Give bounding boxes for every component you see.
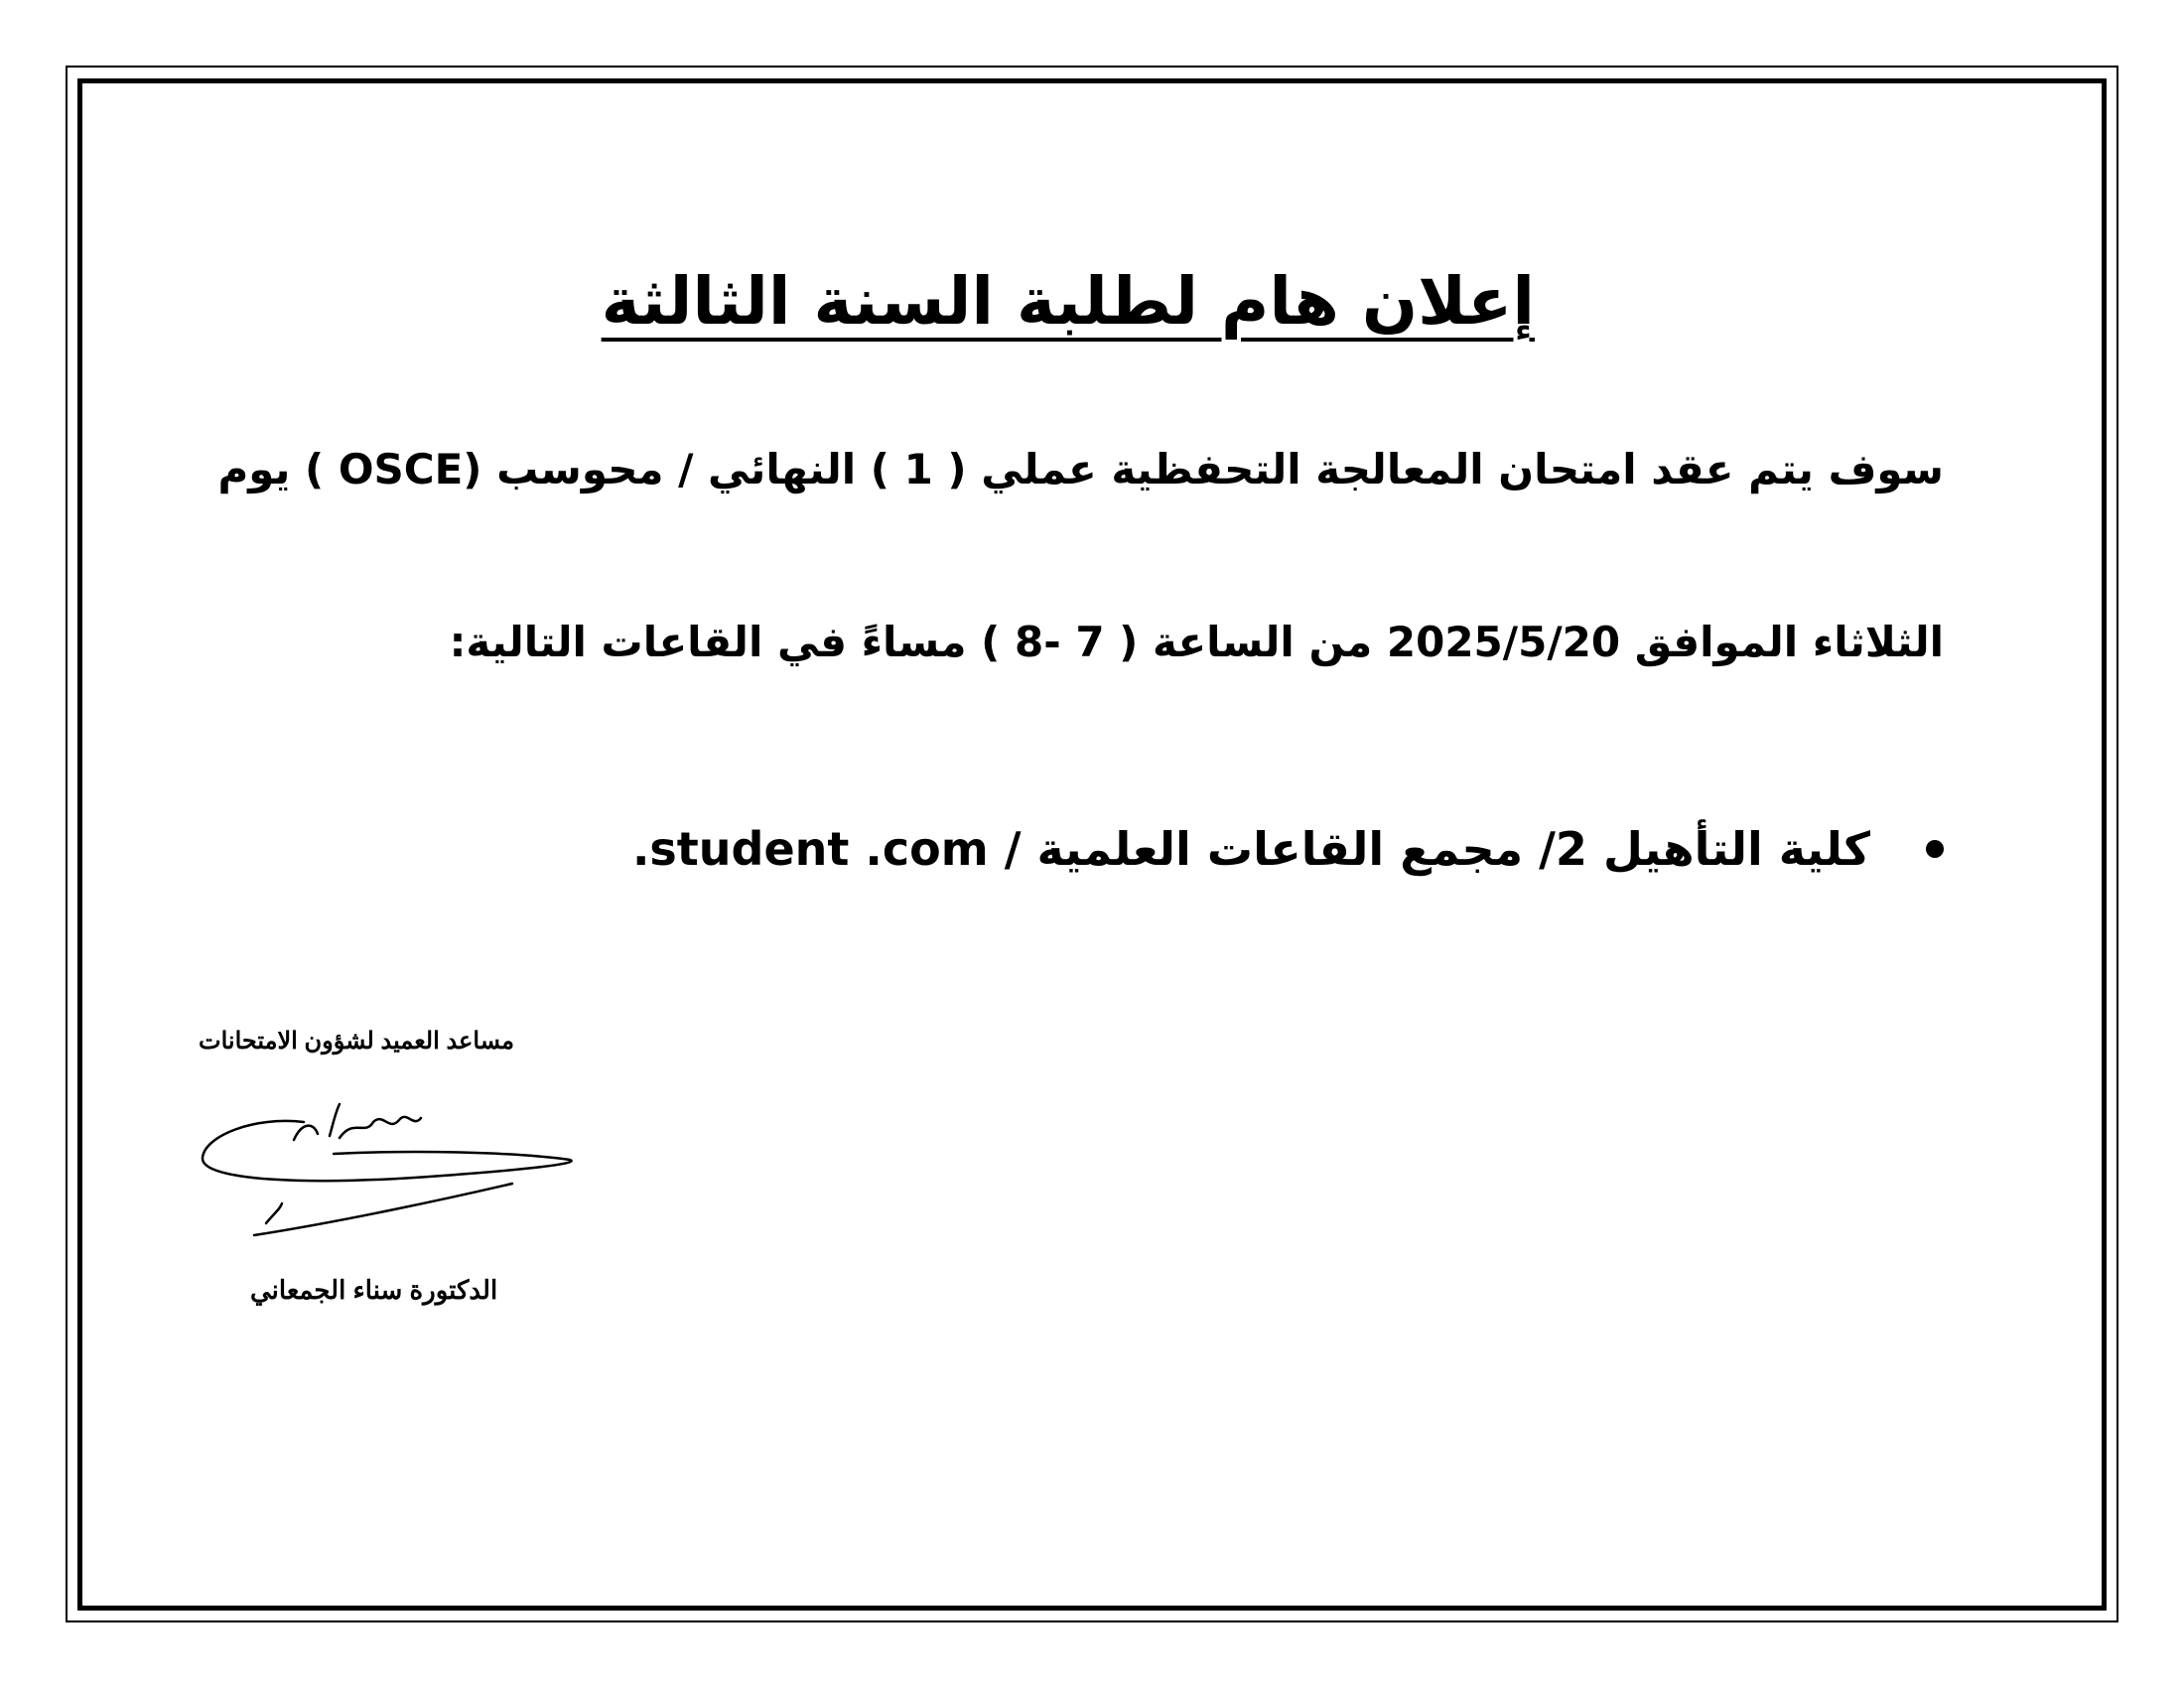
announcement-title: إعلان هام لطلبة السنة الثالثة: [601, 263, 1535, 340]
announcement-line-1: سوف يتم عقد امتحان المعالجة التحفظية عملي ( 1 ) النهائي / محوسب (OSCE ) يوم: [217, 445, 1944, 493]
hall-list-item-text: كلية التأهيل 2/ مجمع القاعات العلمية / student .com.: [631, 822, 1870, 876]
handwritten-signature: [195, 1102, 592, 1251]
signatory-name: الدكتورة سناء الجمعاني: [250, 1275, 498, 1305]
announcement-line-2: الثلاثاء الموافق 2025/5/20 من الساعة ( 7 -8 ) مساءً في القاعات التالية:: [449, 618, 1944, 666]
signatory-role: مساعد العميد لشؤون الامتحانات: [199, 1028, 514, 1055]
bullet-icon: [1926, 840, 1944, 858]
hall-list-item: [632, 822, 1944, 876]
